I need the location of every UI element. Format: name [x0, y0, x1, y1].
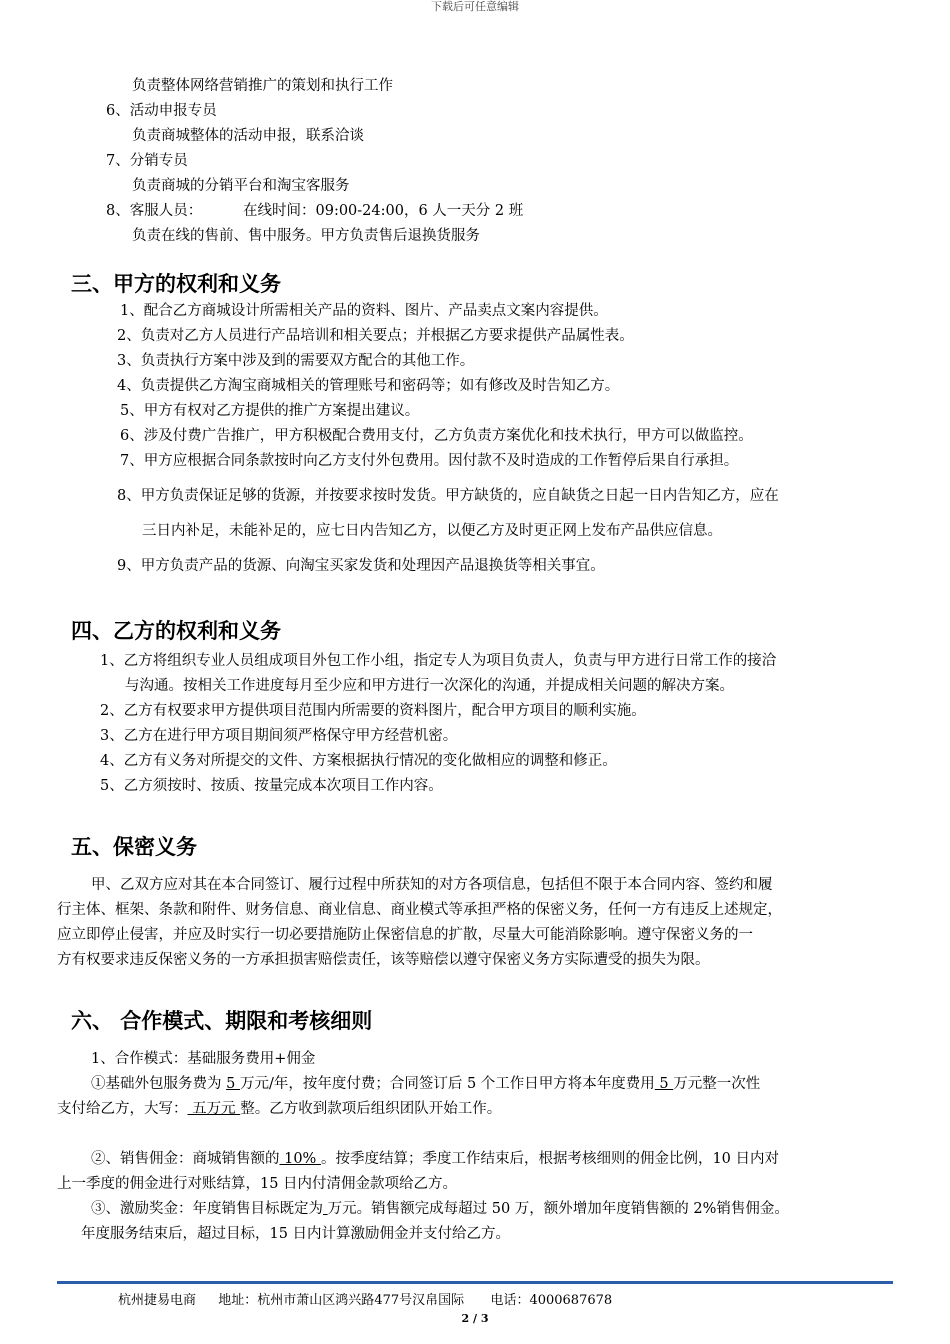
bonus-line: [91, 1199, 789, 1219]
base-fee-text: 万元整一次性: [673, 1076, 761, 1092]
bonus-text: ③、激励奖金：年度销售目标既定为: [91, 1201, 323, 1217]
commission-rate: 10%: [279, 1151, 321, 1167]
role-6-title: 6、活动申报专员: [106, 103, 217, 119]
section-4-item: 4、乙方有义务对所提交的文件、方案根据执行情况的变化做相应的调整和修正。: [100, 753, 617, 769]
header-note: 下载后可任意编辑: [431, 0, 519, 13]
section-3-heading: 三、甲方的权利和义务: [71, 272, 281, 296]
base-fee-amount-words: 五万元: [187, 1101, 241, 1117]
footer-address-label: 地址：杭州市萧山区鸿兴路: [218, 1293, 375, 1308]
commission-text: ②、销售佣金：商城销售额的: [91, 1151, 280, 1167]
confidentiality-paragraph-line: 甲、乙双方应对其在本合同签订、履行过程中所获知的对方各项信息，包括但不限于本合同内容、签约和履: [91, 877, 773, 893]
role-7-description: 负责商城的分销平台和淘宝客服务: [132, 178, 350, 194]
section-4-item: 2、乙方有权要求甲方提供项目范围内所需要的资料图片，配合甲方项目的顺利实施。: [100, 703, 646, 719]
section-4-item: 1、乙方将组织专业人员组成项目外包工作小组，指定专人为项目负责人，负责与甲方进行日常工作的接洽: [100, 653, 777, 669]
section-4-item: 3、乙方在进行甲方项目期间须严格保守甲方经营机密。: [100, 728, 458, 744]
section-3-item: 5、甲方有权对乙方提供的推广方案提出建议。: [120, 403, 420, 419]
section-3-item: 8、甲方负责保证足够的货源，并按要求按时发货。甲方缺货的，应自缺货之日起一日内告知乙方，应在: [117, 488, 779, 504]
base-fee-amount: 5: [654, 1076, 674, 1092]
base-fee-line-2: [57, 1099, 501, 1119]
base-fee-text: 支付给乙方，大写：: [57, 1101, 188, 1117]
section-3-item: 3、负责执行方案中涉及到的需要双方配合的其他工作。: [117, 353, 475, 369]
role-5-description: 负责整体网络营销推广的策划和执行工作: [132, 78, 393, 94]
role-8-hours: 在线时间：09:00-24:00，6 人一天分 2 班: [243, 203, 524, 219]
footer-address-number: 477: [374, 1293, 400, 1308]
section-3-item: 1、配合乙方商城设计所需相关产品的资料、图片、产品卖点文案内容提供。: [120, 303, 608, 319]
section-3-item: 9、甲方负责产品的货源、向淘宝买家发货和处理因产品退换货等相关事宜。: [117, 558, 605, 574]
base-fee-amount: 5: [226, 1076, 240, 1092]
commission-text: 。按季度结算；季度工作结束后，根据考核细则的佣金比例，10 日内对: [320, 1151, 780, 1167]
footer-phone-label: 电话：: [490, 1293, 530, 1308]
section-4-heading: 四、乙方的权利和义务: [71, 619, 281, 643]
footer-company: 杭州捷易电商: [118, 1293, 197, 1308]
base-fee-text: ①基础外包服务费为: [91, 1076, 227, 1092]
role-6-description: 负责商城整体的活动申报，联系洽谈: [132, 128, 364, 144]
footer-divider: [57, 1281, 893, 1284]
footer-address-rest: 号汉帛国际: [399, 1293, 465, 1308]
section-3-item: 7、甲方应根据合同条款按时向乙方支付外包费用。因付款不及时造成的工作暂停后果自行承担。: [120, 453, 739, 469]
base-fee-text: 万元/年，按年度付费；合同签订后 5 个工作日甲方将本年度费用: [239, 1076, 655, 1092]
section-3-item: 4、负责提供乙方淘宝商城相关的管理账号和密码等；如有修改及时告知乙方。: [117, 378, 620, 394]
confidentiality-paragraph-line: 应立即停止侵害，并应及时实行一切必要措施防止保密信息的扩散，尽量大可能消除影响。遵守保密义务的一: [57, 927, 753, 943]
base-fee-text: 整。乙方收到款项后组织团队开始工作。: [240, 1101, 502, 1117]
bonus-text: 万元。销售额完成每超过 50 万，额外增加年度销售额的 2%销售佣金。: [327, 1201, 789, 1217]
bonus-line-2: 年度服务结束后，超过目标，15 日内计算激励佣金并支付给乙方。: [81, 1226, 511, 1242]
cooperation-mode: 1、合作模式：基础服务费用+佣金: [91, 1051, 316, 1067]
commission-line-2: 上一季度的佣金进行对账结算，15 日内付清佣金款项给乙方。: [57, 1176, 458, 1192]
section-4-item: 5、乙方须按时、按质、按量完成本次项目工作内容。: [100, 778, 443, 794]
role-8-title: 8、客服人员：: [106, 203, 203, 219]
section-4-item-continued: 与沟通。按相关工作进度每月至少应和甲方进行一次深化的沟通，并提成相关问题的解决方案。: [125, 678, 734, 694]
commission-line: [91, 1149, 779, 1169]
section-3-item: 2、负责对乙方人员进行产品培训和相关要点；并根据乙方要求提供产品属性表。: [117, 328, 634, 344]
section-3-item-continued: 三日内补足，未能补足的，应七日内告知乙方，以便乙方及时更正网上发布产品供应信息。: [142, 523, 722, 539]
footer-contact: [118, 1292, 612, 1310]
page-number: 2 / 3: [461, 1312, 489, 1325]
section-6-heading: 六、 合作模式、期限和考核细则: [71, 1009, 373, 1033]
footer-phone: 4000687678: [529, 1293, 613, 1308]
base-fee-line: [91, 1074, 760, 1094]
section-5-heading: 五、保密义务: [71, 835, 197, 859]
role-8-description: 负责在线的售前、售中服务。甲方负责售后退换货服务: [132, 228, 480, 244]
confidentiality-paragraph-line: 行主体、框架、条款和附件、财务信息、商业信息、商业模式等承担严格的保密义务，任何一方有违反上述规定，: [57, 902, 782, 918]
section-3-item: 6、涉及付费广告推广，甲方积极配合费用支付，乙方负责方案优化和技术执行，甲方可以做监控。: [120, 428, 753, 444]
confidentiality-paragraph-line: 方有权要求违反保密义务的一方承担损害赔偿责任，该等赔偿以遵守保密义务方实际遭受的损失为限。: [57, 952, 710, 968]
role-7-title: 7、分销专员: [106, 153, 188, 169]
